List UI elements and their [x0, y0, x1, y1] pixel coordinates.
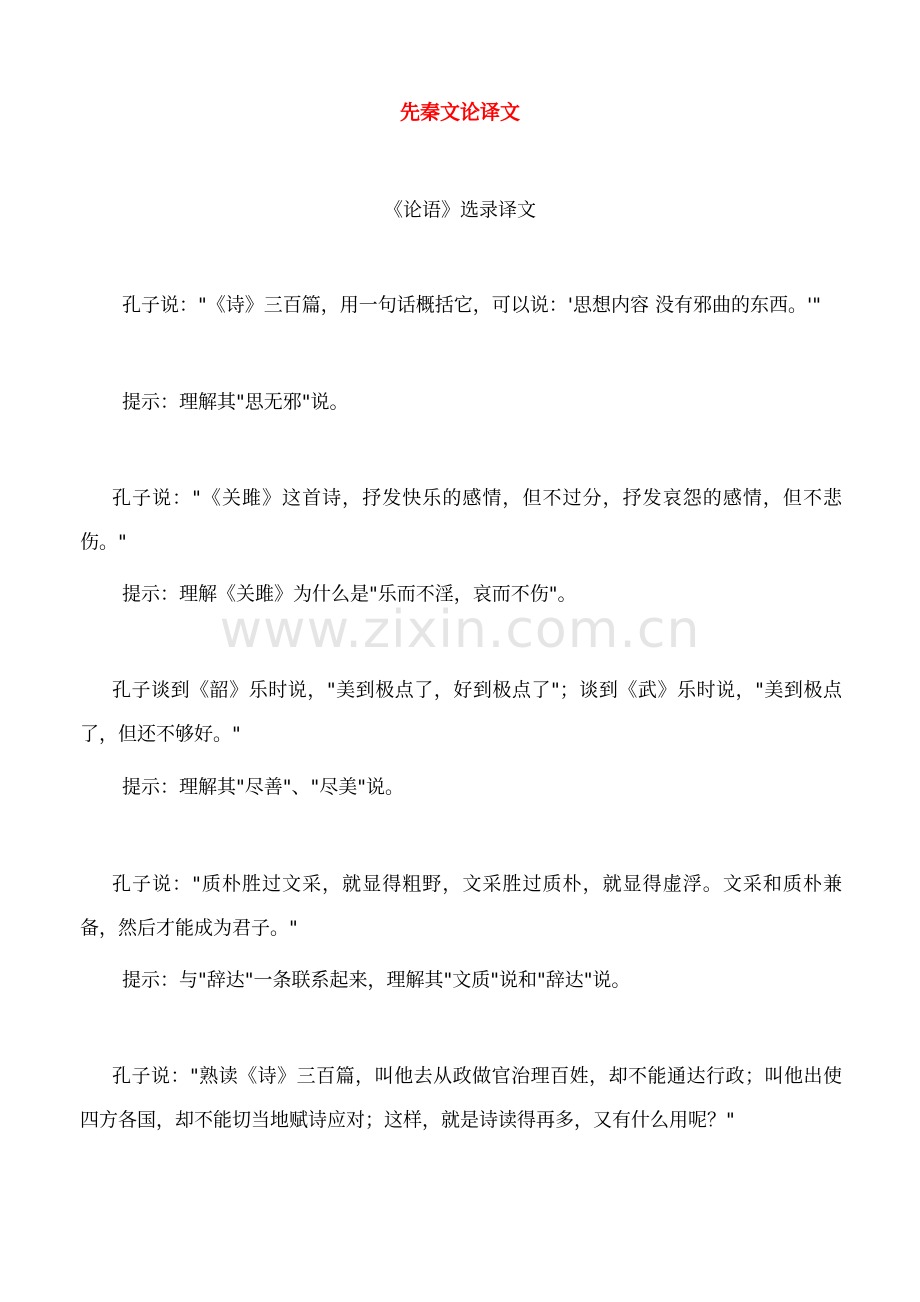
paragraph-1: 孔子说："《诗》三百篇，用一句话概括它，可以说：'思想内容 没有邪曲的东西。'" — [122, 294, 821, 316]
hint-1: 提示：理解其"思无邪"说。 — [122, 391, 349, 413]
section-title: 《论语》选录译文 — [383, 199, 536, 221]
page-title: 先秦文论译文 — [400, 100, 520, 124]
paragraph-3: 孔子谈到《韶》乐时说，"美到极点了，好到极点了"；谈到《武》乐时说，"美到极点了，但还不够好。" — [80, 679, 842, 745]
paragraph-2: 孔子说："《关雎》这首诗，抒发快乐的感情，但不过分，抒发哀怨的感情，但不悲伤。" — [80, 487, 842, 553]
hint-4: 提示：与"辞达"一条联系起来，理解其"文质"说和"辞达"说。 — [122, 969, 631, 991]
watermark: www.zixin.com.cn — [219, 600, 701, 660]
paragraph-5: 孔子说："熟读《诗》三百篇，叫他去从政做官治理百姓，却不能通达行政；叫他出使四方各国，却不能切当地赋诗应对；这样，就是诗读得再多，又有什么用呢？" — [80, 1065, 842, 1131]
paragraph-4: 孔子说："质朴胜过文采，就显得粗野，文采胜过质朴，就显得虚浮。文采和质朴兼备，然后才能成为君子。" — [80, 873, 842, 939]
hint-2: 提示：理解《关雎》为什么是"乐而不淫，哀而不伤"。 — [122, 583, 577, 605]
hint-3: 提示：理解其"尽善"、"尽美"说。 — [122, 776, 404, 798]
